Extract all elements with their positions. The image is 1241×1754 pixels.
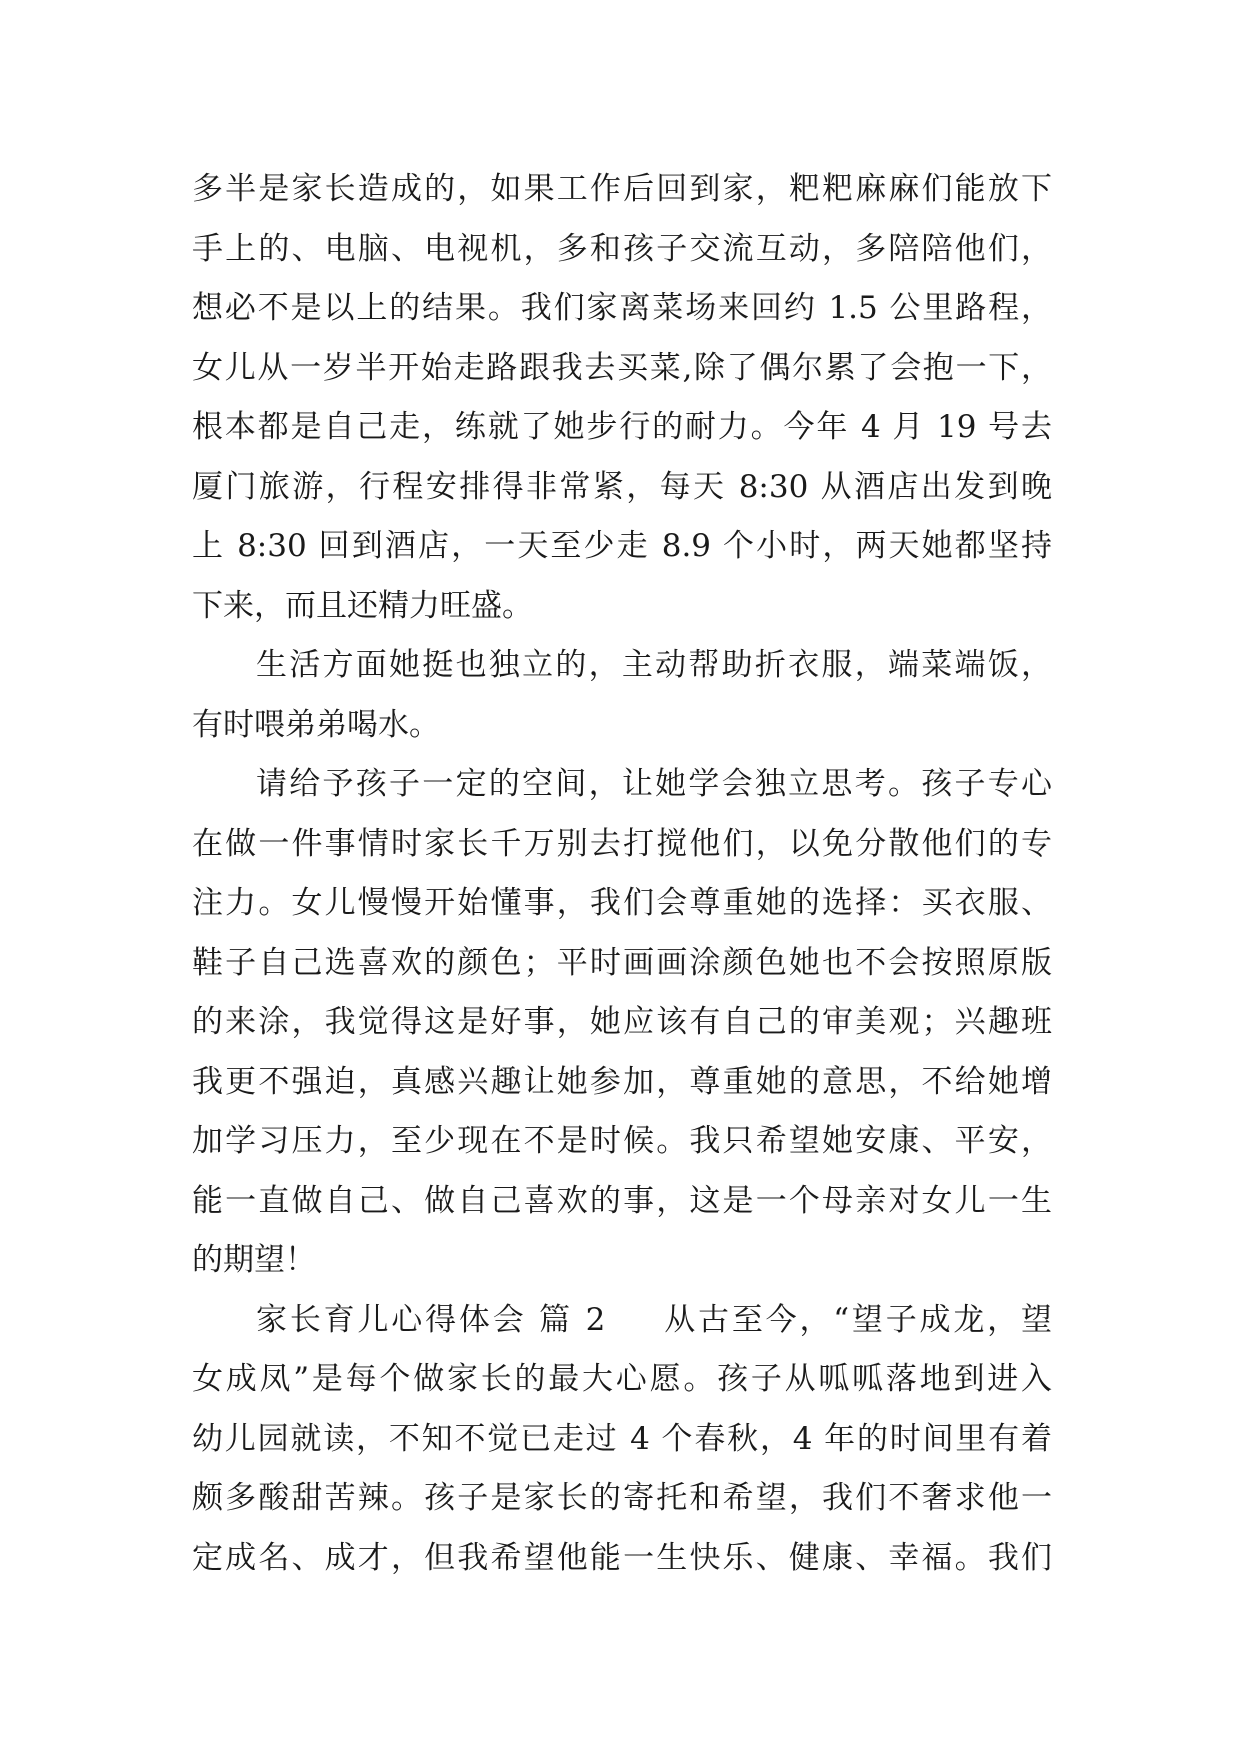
text-line: 注力。女儿慢慢开始懂事，我们会尊重她的选择：买衣服、 bbox=[192, 885, 1052, 921]
text-line: 的期望！ bbox=[192, 1242, 316, 1278]
document-body bbox=[192, 160, 1052, 1588]
paragraph-first-line: 请给予孩子一定的空间，让她学会独立思考。孩子专心 bbox=[256, 766, 1052, 802]
text-line: 厦门旅游，行程安排得非常紧，每天 8:30 从酒店出发到晚 bbox=[192, 468, 1052, 505]
text-line: 能一直做自己、做自己喜欢的事，这是一个母亲对女儿一生 bbox=[192, 1182, 1052, 1219]
text-line: 多半是家长造成的，如果工作后回到家，粑粑麻麻们能放下 bbox=[192, 171, 1052, 207]
text-line: 颇多酸甜苦辣。孩子是家长的寄托和希望，我们不奢求他一 bbox=[192, 1480, 1052, 1516]
text-line: 幼儿园就读，不知不觉已走过 4 个春秋，4 年的时间里有着 bbox=[192, 1420, 1052, 1457]
text-line: 有时喂弟弟喝水。 bbox=[192, 706, 440, 743]
text-line: 我更不强迫，真感兴趣让她参加，尊重她的意思，不给她增 bbox=[192, 1063, 1052, 1100]
text-line: 下来，而且还精力旺盛。 bbox=[192, 587, 533, 624]
text-line: 在做一件事情时家长千万别去打搅他们，以免分散他们的专 bbox=[192, 825, 1052, 862]
section-heading: 家长育儿心得体会 篇 2 bbox=[256, 1301, 606, 1338]
heading-continuation: 从古至今，“望子成龙，望 bbox=[661, 1301, 1052, 1338]
text-line: 想必不是以上的结果。我们家离菜场来回约 1.5 公里路程， bbox=[192, 290, 1052, 326]
text-line: 鞋子自己选喜欢的颜色；平时画画涂颜色她也不会按照原版 bbox=[192, 944, 1052, 981]
text-line: 的来涂，我觉得这是好事，她应该有自己的审美观；兴趣班 bbox=[192, 1004, 1052, 1040]
text-line: 根本都是自己走，练就了她步行的耐力。今年 4 月 19 号去 bbox=[192, 409, 1052, 445]
text-line: 手上的、电脑、电视机，多和孩子交流互动，多陪陪他们， bbox=[192, 230, 1052, 267]
text-line: 女儿从一岁半开始走路跟我去买菜,除了偶尔累了会抱一下， bbox=[192, 349, 1052, 386]
text-line: 定成名、成才，但我希望他能一生快乐、健康、幸福。我们 bbox=[192, 1539, 1052, 1576]
text-line: 女成凤”是每个做家长的最大心愿。孩子从呱呱落地到进入 bbox=[192, 1361, 1052, 1397]
paragraph-first-line: 生活方面她挺也独立的，主动帮助折衣服，端菜端饭， bbox=[256, 647, 1052, 683]
text-line: 上 8:30 回到酒店，一天至少走 8.9 个小时，两天她都坚持 bbox=[192, 528, 1052, 564]
section-heading-line bbox=[192, 1291, 1052, 1351]
text-line: 加学习压力，至少现在不是时候。我只希望她安康、平安， bbox=[192, 1123, 1052, 1159]
